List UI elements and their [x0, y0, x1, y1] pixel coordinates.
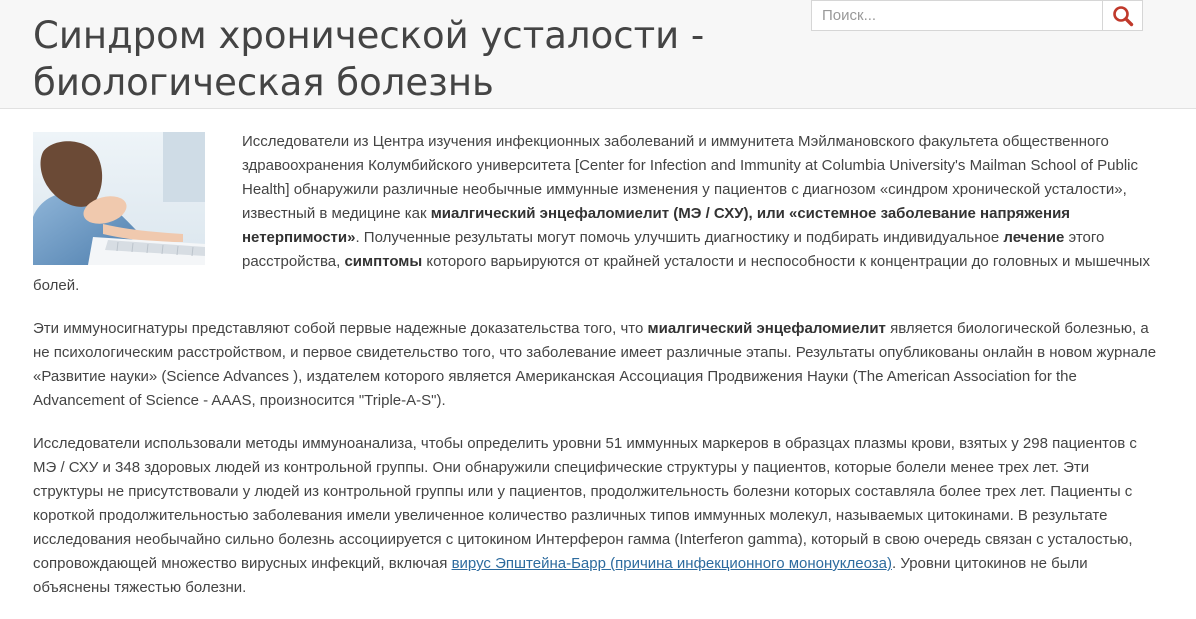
- page-title: [33, 12, 733, 106]
- p1-text-4: которого варьируются от крайней усталости и неспособности к концентрации до головных и мышечных болей.: [33, 253, 1150, 294]
- page-header: [0, 0, 1196, 109]
- p3-text-1: Исследователи использовали методы иммуноанализа, чтобы определить уровни 51 иммунных маркеров в образцах плазмы крови, взятых у 298 пациентов с МЭ / СХУ и 348 здоровых людей из контрольной группы. Они обнаружили специфические структуры у пациентов, которые болели менее трех лет. Эти структуры не присутствовали у людей из контрольной группы или у пациентов, продолжительность болезни которых составляла более трех лет. Пациенты с короткой продолжительностью заболевания имели увеличенное количество различных типов иммунных молекул, называемых цитокинами. В результате исследования необычайно сильно болезнь ассоциируется с цитокином Интерферон гамма (Interferon gamma), который в свою очередь связан с усталостью, сопровождающей множество вирусных инфекций, включая: [33, 435, 1137, 572]
- article-photo: [33, 132, 205, 265]
- epstein-barr-link[interactable]: вирус Эпштейна-Барр (причина инфекционного мононуклеоза): [451, 555, 892, 572]
- search-button[interactable]: [1102, 1, 1142, 30]
- search-input[interactable]: [812, 1, 1102, 30]
- p1-text-3: этого расстройства,: [242, 229, 1105, 270]
- page-title-line1: Синдром хронической усталости -: [33, 14, 705, 57]
- p1-bold-1: миалгический энцефаломиелит (МЭ / СХУ), или «системное заболевание напряжения нетерпимости»: [242, 205, 1071, 246]
- p1-bold-2: лечение: [1003, 229, 1065, 246]
- p2-text-1: Эти иммуносигнатуры представляют собой первые надежные доказательства того, что: [33, 320, 648, 337]
- article-paragraph-1: [33, 130, 1158, 298]
- p1-text-2: . Полученные результаты могут помочь улучшить диагностику и подбирать индивидуальное: [355, 229, 1004, 246]
- p1-text-1: Исследователи из Центра изучения инфекционных заболеваний и иммунитета Мэйлмановского факультета общественного здравоохранения Колумбийского университета [Center for Infection and Immunity at Columbia University's Mailman School of Public Health] обнаружили различные необычные иммунные изменения у пациентов с диагнозом «синдром хронической усталости», известный в медицине как: [242, 133, 1139, 222]
- search-box: [811, 0, 1143, 31]
- article-paragraph-2: [33, 317, 1158, 413]
- p2-text-2: является биологической болезнью, а не психологическим расстройством, и первое свидетельство того, что заболевание имеет различные этапы. Результаты опубликованы онлайн в новом журнале «Развитие науки» (Science Advances ), издателем которого является Американская Ассоциация Продвижения Науки (The American Association for the Advancement of Science - AAAS, произносится "Triple-A-S").: [33, 320, 1157, 409]
- article-body: [33, 130, 1158, 619]
- page-title-line2: биологическая болезнь: [33, 61, 494, 104]
- article-paragraph-3: [33, 432, 1158, 600]
- p1-bold-3: симптомы: [344, 253, 423, 270]
- p2-bold-1: миалгический энцефаломиелит: [647, 320, 886, 337]
- search-icon: [1112, 5, 1134, 27]
- p3-text-2: . Уровни цитокинов не были объяснены тяжестью болезни.: [33, 555, 1088, 596]
